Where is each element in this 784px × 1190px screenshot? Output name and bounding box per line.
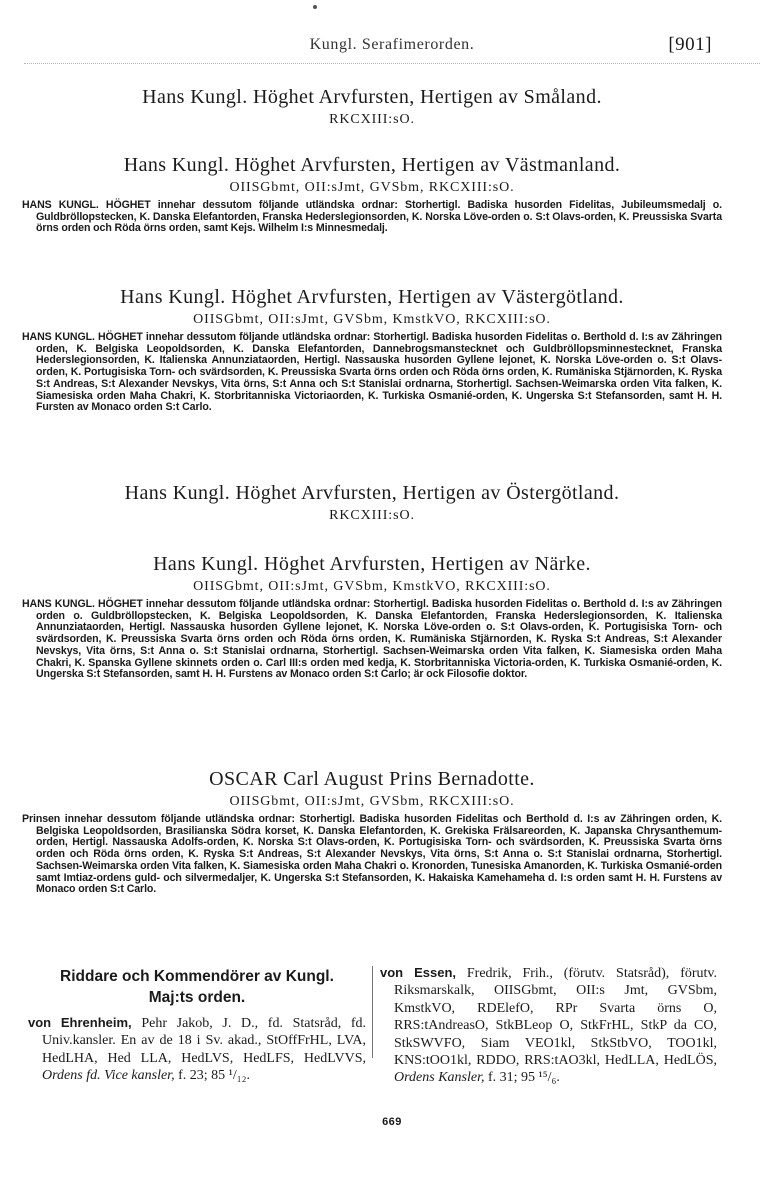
column-divider xyxy=(372,966,373,1058)
section-narke xyxy=(22,553,722,681)
entry-role: Ordens fd. Vice kansler, xyxy=(42,1068,175,1084)
section-ostergotland xyxy=(22,482,722,524)
entry-dates: f. 31; 95 ¹⁵/₆. xyxy=(484,1070,560,1086)
section-heading: Hans Kungl. Höghet Arvfursten, Hertigen av Småland. xyxy=(142,86,602,108)
section-orders: OIISGbmt, OII:sJmt, GVSbm, RKCXIII:sO. xyxy=(229,794,515,809)
section-orders: RKCXIII:sO. xyxy=(329,112,415,127)
section-orders: OIISGbmt, OII:sJmt, GVSbm, RKCXIII:sO. xyxy=(229,180,515,195)
list-entry xyxy=(380,964,717,1087)
section-paragraph: HANS KUNGL. HÖGHET innehar dessutom följande utländska ordnar: Storhertigl. Badiska husorden Fidelitas, Jubileumsmedalj o. Guldbröllopstecken, K. Danska Elefantorden, Franska Hederslegionsorden, K. Norska Löve-orden o. S:t Olavs-orden, K. Preussiska Svarta örns orden och Röda örns orden, samt Kejs. Wilhelm I:s Minnesmedalj. xyxy=(22,199,722,235)
section-smaland xyxy=(22,86,722,128)
section-vastergotland xyxy=(22,286,722,414)
list-entry xyxy=(28,1014,366,1085)
running-title: Kungl. Serafimerorden. xyxy=(309,36,475,53)
list-title-line-1: Riddare och Kommendörer av Kungl. xyxy=(60,968,334,985)
entry-dates: f. 23; 85 ¹/₁₂. xyxy=(174,1068,250,1084)
entry-name: von Essen, xyxy=(380,965,457,980)
section-orders: OIISGbmt, OII:sJmt, GVSbm, KmstkVO, RKCXIII:sO. xyxy=(193,312,551,327)
section-paragraph: Prinsen innehar dessutom följande utländska ordnar: Storhertigl. Badiska husorden Fidelitas och Berthold d. I:s av Zähringen orden, K. Belgiska Leopoldsorden, Brasilianska Södra korset, K. Danska Elefantorden, K. Grekiska Frälsareorden, K. Japanska Chrysanthemum-orden, Hertigl. Nassauska Adolfs-orden, K. Norska S:t Olavs-orden, K. Portugisiska Torn- och svärdsorden, K. Preussiska Svarta örns orden och Röda örns orden, K. Ryska S:t Andreas, S:t Alexander Nevskys, Vita örns, S:t Anna o. S:t Stanislai ordnarna, Storhertigl. Sachsen-Weimarska orden Vita falken, K. Siamesiska orden Maha Chakri o. Kronorden, Tunesiska Amanorden, K. Turkiska Osmanié-orden samt Imtiaz-ordens guld- och silvermedaljer, K. Ungerska S:t Stefansorden, K. Hakaiska Kamehameha d. I:s orden samt H. H. Furstens av Monaco orden S:t Carlo. xyxy=(22,813,722,896)
section-vastmanland xyxy=(22,154,722,235)
section-heading: Hans Kungl. Höghet Arvfursten, Hertigen av Västergötland. xyxy=(120,286,624,308)
section-paragraph: HANS KUNGL. HÖGHET innehar dessutom följande utländska ordnar: Storhertigl. Badiska husorden Fidelitas o. Berthold d. I:s av Zähringen orden, K. Belgiska Leopoldsorden, K. Danska Elefantorden, Dannebrogsmanstecknet och Guldbröllopsminnestecknet, Franska Hederslegionsorden, K. Italienska Annunziataorden, Hertigl. Nassauska husorden Gyllene lejonet, K. Norska Löve-orden o. S:t Olavs-orden, K. Portugisiska Torn- och svärdsorden, K. Preussiska Svarta örns orden och Röda örns orden, K. Rumäniska Stjärnorden, K. Ryska S:t Andreas, S:t Alexander Nevskys, Vita örns, S:t Anna och S:t Stanislai ordnarna, Storhertigl. Sachsen-Weimarska orden Vita falken, K. Siamesiska orden Maha Chakri, K. Storbritanniska Victoriaorden, K. Turkiska Osmanié-orden, K. Ungerska S:t Stefansorden, samt H. H. Fursten av Monaco orden S:t Carlo. xyxy=(22,331,722,414)
section-orders: OIISGbmt, OII:sJmt, GVSbm, KmstkVO, RKCXIII:sO. xyxy=(193,579,551,594)
section-heading: OSCAR Carl August Prins Bernadotte. xyxy=(209,768,535,790)
section-orders: RKCXIII:sO. xyxy=(329,508,415,523)
entry-text: Pehr Jakob, J. D., fd. Statsråd, fd. Univ.kansler. En av de 18 i Sv. akad., StOffFrHL, LVA, HedLHA, Hed LLA, HedLVS, HedLFS, HedLVVS, xyxy=(42,1016,366,1066)
entry-role: Ordens Kansler, xyxy=(394,1070,485,1086)
page-number-bracket: [901] xyxy=(668,34,712,55)
list-title-line-2: Maj:ts orden. xyxy=(148,989,246,1006)
section-heading: Hans Kungl. Höghet Arvfursten, Hertigen av Östergötland. xyxy=(124,482,620,504)
entry-name: von Ehrenheim, xyxy=(28,1015,132,1030)
section-heading: Hans Kungl. Höghet Arvfursten, Hertigen av Västmanland. xyxy=(123,154,621,176)
running-head xyxy=(0,34,784,62)
section-paragraph: HANS KUNGL. HÖGHET innehar dessutom följande utländska ordnar: Storhertigl. Badiska husorden Fidelitas o. Berthold d. I:s av Zähringen orden o. Guldbröllopstecken, K. Belgiska Leopoldsorden, K. Danska Elefantorden, Franska Hederslegionsorden, K. Italienska Annunziataorden, Hertigl. Nassauska husorden Gyllene lejonet, K. Norska Löve-orden o. S:t Olavs-orden, K. Portugisiska Torn- och svärdsorden, K. Preussiska Svarta örns orden och Röda örns orden, K. Rumäniska Stjärnorden, K. Ryska S:t Andreas, S:t Alexander Nevskys, Vita örns, S:t Anna o. S:t Stanislai ordnarna, Storhertigl. Sachsen-Weimarska orden Vita falken, K. Siamesiska orden Maha Chakri, K. Spanska Gyllene skinnets orden o. Carl III:s orden med kedja, K. Storbritanniska Victoria-orden, K. Turkiska Osmanié-orden, K. Ungerska S:t Stefansorden, samt H. H. Furstens av Monaco orden S:t Carlo; är ock Filosofie doktor. xyxy=(22,598,722,681)
section-heading: Hans Kungl. Höghet Arvfursten, Hertigen av Närke. xyxy=(153,553,591,575)
header-rule xyxy=(24,63,760,64)
entry-text: Fredrik, Frih., (förutv. Statsråd), förutv. Riksmarskalk, OIISGbmt, OII:s Jmt, GVSbm, KmstkVO, RDElefO, RPr Svarta örns O, RRS:tAndreasO, StkBLeop O, StkFrHL, StkP da CO, StkSWVFO, Siam VEO1kl, StkStbVO, TOO1kl, KNS:tOO1kl, RDDO, RRS:tAO3kl, HedLLA, HedLÖS, xyxy=(394,966,717,1069)
section-oscar-bernadotte xyxy=(22,768,722,896)
list-right-column xyxy=(380,964,717,1087)
folio-number: 669 xyxy=(382,1116,402,1128)
list-left-column xyxy=(28,966,366,1085)
print-speck xyxy=(313,5,317,9)
